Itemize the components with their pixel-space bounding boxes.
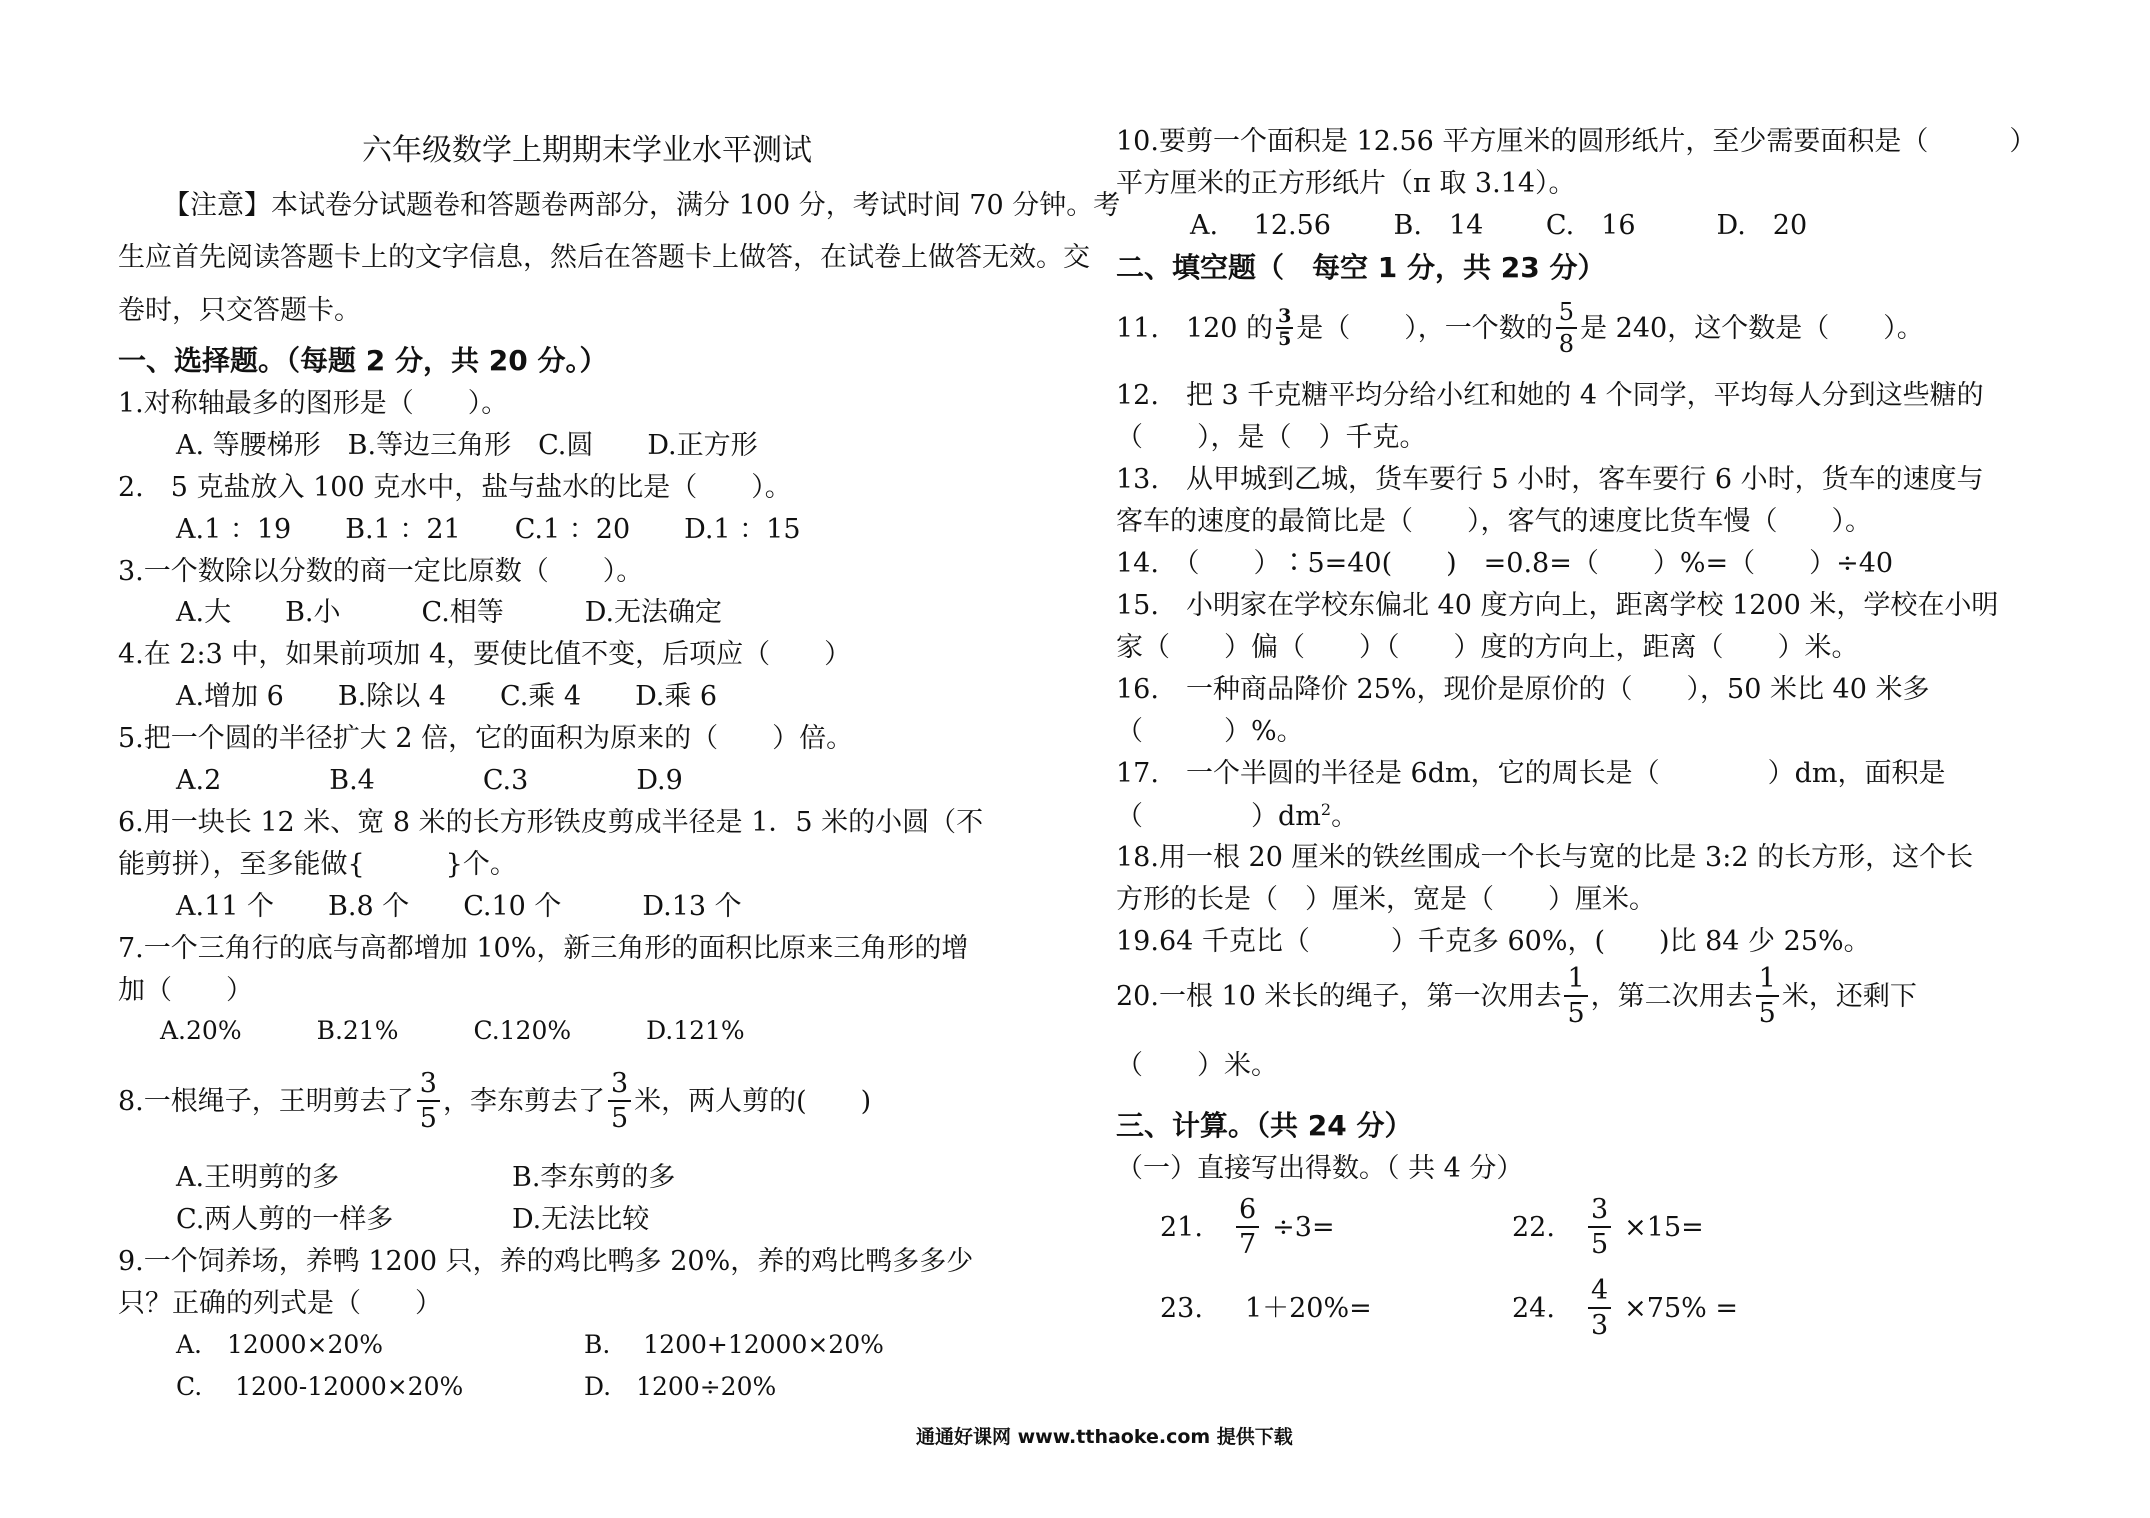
fraction-denominator: 5 <box>610 1103 629 1134</box>
question-23-number: 23. <box>1160 1292 1203 1324</box>
question-16-line-2: （ ）%。 <box>1116 716 1304 747</box>
question-24-number: 24. <box>1512 1292 1555 1324</box>
question-2: 2. 5 克盐放入 100 克水中，盐与盐水的比是（ ）。 <box>118 472 792 503</box>
fraction-4-3 <box>1588 1277 1611 1339</box>
question-8-option-d: D.无法比较 <box>512 1204 650 1235</box>
question-4: 4.在 2:3 中，如果前项加 4，要使比值不变，后项应（ ） <box>118 639 852 670</box>
question-8-pre: 8.一根绳子，王明剪去了 <box>118 1085 414 1117</box>
question-10-options: A. 12.56 B. 14 C. 16 D. 20 <box>1190 210 1808 241</box>
question-9-option-c: C. 1200-12000×20% <box>176 1372 464 1401</box>
question-17-line-2-text: （ ）dm <box>1116 801 1321 832</box>
question-22 <box>1512 1195 1704 1259</box>
question-18-line-2: 方形的长是（ ）厘米，宽是（ ）厘米。 <box>1116 884 1656 915</box>
question-22-expr: ×15= <box>1624 1211 1704 1243</box>
question-14: 14. （ ）∶5=40( ) =0.8=（ ）%=（ ）÷40 <box>1116 548 1894 579</box>
question-24-expr: ×75% = <box>1624 1292 1738 1324</box>
question-11-post: 是 240，这个数是（ ）。 <box>1580 312 1924 344</box>
page-title: 六年级数学上期期末学业水平测试 <box>362 133 812 168</box>
question-8-mid: ，李东剪去了 <box>442 1085 605 1117</box>
fraction-numerator: 1 <box>1564 965 1587 997</box>
question-17-line-2 <box>1116 802 1358 830</box>
question-5: 5.把一个圆的半径扩大 2 倍，它的面积为原来的（ ）倍。 <box>118 723 854 754</box>
question-21-number: 21. <box>1160 1211 1203 1243</box>
question-24 <box>1512 1276 1738 1340</box>
question-4-options: A.增加 6 B.除以 4 C.乘 4 D.乘 6 <box>176 681 718 712</box>
question-20 <box>1116 965 1917 1027</box>
question-13-line-1: 13. 从甲城到乙城，货车要行 5 小时，客车要行 6 小时，货车的速度与 <box>1116 464 1984 495</box>
fraction-1-5 <box>1564 965 1587 1027</box>
superscript-2: 2 <box>1320 800 1332 819</box>
fraction-numerator: 3 <box>417 1070 440 1102</box>
notice-line-1: 【注意】本试卷分试题卷和答题卷两部分，满分 100 分，考试时间 70 分钟。考 <box>163 190 1121 221</box>
fraction-numerator: 6 <box>1236 1196 1259 1228</box>
question-7-options: A.20% B.21% C.120% D.121% <box>160 1016 745 1045</box>
question-6-options: A.11 个 B.8 个 C.10 个 D.13 个 <box>176 891 742 922</box>
question-22-number: 22. <box>1512 1211 1555 1243</box>
fraction-numerator: 3 <box>1278 305 1292 327</box>
fraction-3-5 <box>608 1070 631 1132</box>
question-7-line-1: 7.一个三角行的底与高都增加 10%，新三角形的面积比原来三角形的增 <box>118 933 969 964</box>
question-9-line-1: 9.一个饲养场，养鸭 1200 只，养的鸡比鸭多 20%，养的鸡比鸭多多少 <box>118 1246 974 1277</box>
question-20-line-2: （ ）米。 <box>1116 1050 1278 1081</box>
fraction-5-8 <box>1556 300 1577 356</box>
fraction-3-5 <box>417 1070 440 1132</box>
question-10-line-2: 平方厘米的正方形纸片（π 取 3.14）。 <box>1116 168 1576 199</box>
question-20-mid: ，第二次用去 <box>1590 980 1753 1012</box>
question-1-options: A. 等腰梯形 B.等边三角形 C.圆 D.正方形 <box>176 430 758 461</box>
subsection-direct: （一）直接写出得数。（ 共 4 分） <box>1116 1153 1524 1184</box>
question-23-expr: 1＋20%= <box>1244 1292 1372 1324</box>
question-9-option-a: A. 12000×20% <box>176 1330 384 1359</box>
question-1: 1.对称轴最多的图形是（ ）。 <box>118 388 509 419</box>
question-19: 19.64 千克比（ ）千克多 60%，( )比 84 少 25%。 <box>1116 926 1871 957</box>
question-7-line-2: 加（ ） <box>118 975 253 1006</box>
question-8-option-b: B.李东剪的多 <box>512 1162 676 1193</box>
question-12-line-1: 12. 把 3 千克糖平均分给小红和她的 4 个同学，平均每人分到这些糖的 <box>1116 380 1984 411</box>
question-18-line-1: 18.用一根 20 厘米的铁丝围成一个长与宽的比是 3:2 的长方形，这个长 <box>1116 842 1974 873</box>
question-9-line-2: 只？正确的列式是（ ） <box>118 1288 442 1319</box>
section-heading-fill: 二、填空题（ 每空 1 分，共 23 分） <box>1116 251 1606 284</box>
question-15-line-1: 15. 小明家在学校东偏北 40 度方向上，距离学校 1200 米，学校在小明 <box>1116 590 1999 621</box>
question-12-line-2: （ ），是（ ）千克。 <box>1116 422 1427 453</box>
fraction-denominator: 5 <box>1758 998 1776 1029</box>
fraction-denominator: 5 <box>1590 1229 1609 1260</box>
fraction-numerator: 1 <box>1756 965 1779 997</box>
section-heading-calc: 三、计算。（共 24 分） <box>1116 1109 1413 1142</box>
question-11 <box>1116 300 1924 356</box>
question-8 <box>118 1070 871 1132</box>
fraction-numerator: 4 <box>1588 1277 1611 1309</box>
question-11-pre: 11. 120 的 <box>1116 312 1274 344</box>
fraction-denominator: 5 <box>419 1103 437 1134</box>
question-5-options: A.2 B.4 C.3 D.9 <box>176 765 683 796</box>
question-13-line-2: 客车的速度的最简比是（ ），客气的速度比货车慢（ ）。 <box>1116 506 1872 537</box>
fraction-numerator: 5 <box>1556 300 1577 329</box>
question-3: 3.一个数除以分数的商一定比原数（ ）。 <box>118 556 644 587</box>
question-21-expr: ÷3= <box>1272 1211 1335 1243</box>
question-15-line-2: 家（ ）偏（ ）（ ）度的方向上，距离（ ）米。 <box>1116 632 1859 663</box>
question-8-option-c: C.两人剪的一样多 <box>176 1204 394 1235</box>
fraction-denominator: 5 <box>1567 998 1585 1029</box>
question-16-line-1: 16. 一种商品降价 25%，现价是原价的（ ），50 米比 40 米多 <box>1116 674 1930 705</box>
fraction-denominator: 8 <box>1558 330 1575 358</box>
question-2-options: A.1 ：19 B.1 ：21 C.1 ：20 D.1 ：15 <box>176 514 801 545</box>
fraction-numerator: 3 <box>1588 1196 1611 1228</box>
fraction-3-5 <box>1276 307 1293 349</box>
fraction-6-7 <box>1236 1196 1259 1258</box>
question-21 <box>1160 1195 1335 1259</box>
question-17-line-1: 17. 一个半圆的半径是 6dm，它的周长是（ ）dm，面积是 <box>1116 758 1946 789</box>
question-23 <box>1160 1276 1372 1340</box>
question-9-option-d: D. 1200÷20% <box>584 1372 777 1401</box>
fraction-numerator: 3 <box>608 1070 631 1102</box>
question-10-line-1: 10.要剪一个面积是 12.56 平方厘米的圆形纸片，至少需要面积是（ ） <box>1116 126 2037 157</box>
question-6-line-1: 6.用一块长 12 米、宽 8 米的长方形铁皮剪成半径是 1．5 米的小圆（不 <box>118 807 984 838</box>
question-8-option-a: A.王明剪的多 <box>176 1162 340 1193</box>
footer-source: 通通好课网 www.tthaoke.com 提供下载 <box>916 1426 1293 1448</box>
question-20-post: 米，还剩下 <box>1781 980 1917 1012</box>
question-20-pre: 20.一根 10 米长的绳子，第一次用去 <box>1116 980 1562 1012</box>
question-11-mid: 是（ ），一个数的 <box>1296 312 1553 344</box>
question-8-post: 米，两人剪的( ) <box>634 1085 872 1117</box>
fraction-3-5 <box>1588 1196 1611 1258</box>
fraction-denominator: 3 <box>1590 1310 1609 1341</box>
notice-line-2: 生应首先阅读答题卡上的文字信息，然后在答题卡上做答，在试卷上做答无效。交 <box>118 242 1090 273</box>
question-9-option-b: B. 1200+12000×20% <box>584 1330 884 1359</box>
question-17-tail: 。 <box>1331 801 1359 832</box>
notice-line-3: 卷时，只交答题卡。 <box>118 295 361 326</box>
fraction-denominator: 7 <box>1238 1229 1257 1260</box>
question-3-options: A.大 B.小 C.相等 D.无法确定 <box>176 597 723 628</box>
section-heading-choice: 一、选择题。（每题 2 分，共 20 分。） <box>118 344 608 377</box>
fraction-denominator: 5 <box>1278 328 1292 350</box>
fraction-1-5 <box>1756 965 1779 1027</box>
question-6-line-2: 能剪拼），至多能做{ }个。 <box>118 849 517 880</box>
